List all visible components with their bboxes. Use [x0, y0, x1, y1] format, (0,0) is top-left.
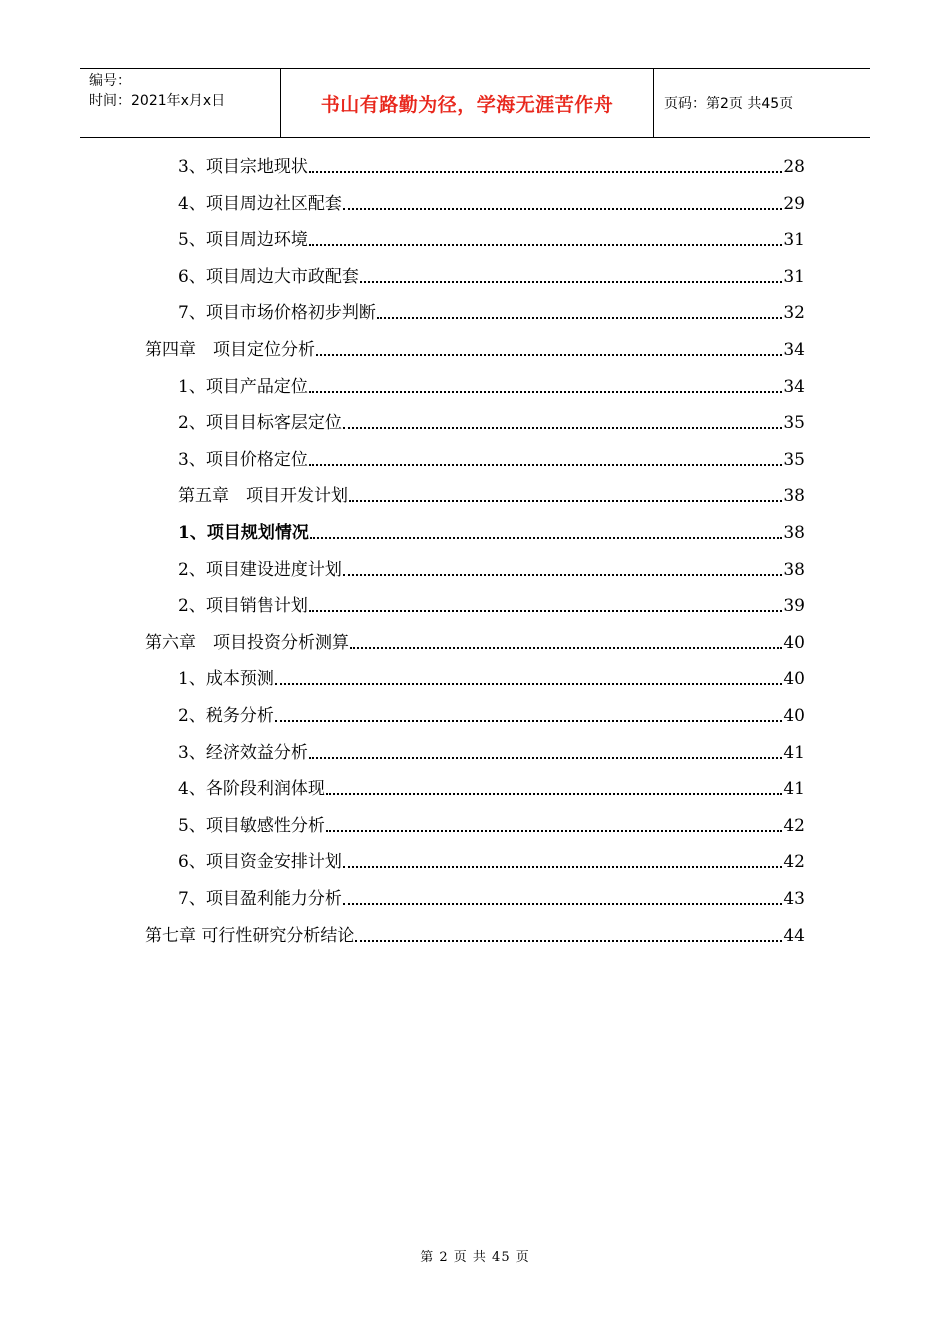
toc-entry[interactable] [145, 922, 805, 950]
toc-entry-page-number: 40 [783, 632, 805, 653]
toc-dot-leader [343, 208, 783, 210]
toc-entry-label: 3、经济效益分析 [178, 742, 308, 763]
toc-entry[interactable] [178, 812, 805, 840]
toc-entry-page-number: 32 [783, 303, 805, 324]
toc-entry-label: 第五章 项目开发计划 [178, 486, 348, 507]
toc-dot-leader [350, 647, 782, 649]
toc-dot-leader [326, 830, 783, 832]
toc-entry-page-number: 28 [783, 157, 805, 177]
toc-entry-page-number: 38 [783, 559, 805, 580]
toc-entry-page-number: 43 [783, 889, 805, 909]
toc-entry-label: 第七章 可行性研究分析结论 [145, 925, 355, 946]
toc-entry-label: 3、项目价格定位 [178, 449, 308, 470]
toc-dot-leader [309, 391, 783, 393]
toc-dot-leader [275, 683, 783, 685]
document-number-label: 编号： [89, 73, 131, 89]
toc-dot-leader [377, 317, 783, 319]
toc-entry-page-number: 40 [783, 669, 805, 690]
toc-dot-leader [355, 940, 782, 942]
toc-dot-leader [349, 500, 782, 502]
toc-entry-label: 7、项目盈利能力分析 [178, 889, 342, 909]
toc-entry[interactable] [178, 519, 805, 547]
toc-entry[interactable] [145, 336, 805, 364]
header-motto: 书山有路勤为径，学海无涯苦作舟 [281, 69, 654, 137]
toc-entry-label: 1、项目规划情况 [178, 523, 309, 543]
toc-entry[interactable] [178, 153, 805, 181]
toc-dot-leader [343, 427, 783, 429]
toc-dot-leader [310, 537, 783, 539]
toc-entry-page-number: 42 [783, 852, 805, 873]
toc-entry-page-number: 35 [783, 413, 805, 434]
page-header [80, 68, 870, 138]
page-footer: 第 2 页 共 45 页 [420, 1250, 530, 1265]
toc-dot-leader [309, 757, 783, 759]
toc-entry-label: 2、项目建设进度计划 [178, 559, 342, 580]
toc-dot-leader [316, 354, 782, 356]
toc-entry-page-number: 41 [783, 742, 805, 763]
toc-entry-label: 第四章 项目定位分析 [145, 340, 315, 360]
toc-entry-label: 7、项目市场价格初步判断 [178, 303, 376, 324]
toc-entry-label: 1、成本预测 [178, 669, 274, 690]
toc-entry-label: 6、项目资金安排计划 [178, 852, 342, 873]
toc-entry-page-number: 35 [783, 449, 805, 470]
toc-entry[interactable] [178, 446, 805, 474]
toc-entry[interactable] [178, 409, 805, 437]
toc-entry-page-number: 41 [783, 779, 805, 800]
toc-entry[interactable] [178, 226, 805, 254]
toc-entry[interactable] [178, 263, 805, 291]
toc-entry[interactable] [178, 739, 805, 767]
toc-entry-label: 2、项目销售计划 [178, 596, 308, 617]
toc-entry-page-number: 42 [783, 815, 805, 836]
toc-entry-page-number: 39 [783, 596, 805, 617]
toc-entry[interactable] [178, 299, 805, 327]
toc-entry[interactable] [178, 702, 805, 730]
toc-dot-leader [360, 281, 783, 283]
toc-entry[interactable] [178, 373, 805, 401]
toc-entry-page-number: 38 [783, 523, 805, 543]
toc-entry-label: 3、项目宗地现状 [178, 157, 308, 177]
toc-entry[interactable] [178, 482, 805, 510]
toc-dot-leader [343, 574, 783, 576]
toc-entry-label: 6、项目周边大市政配套 [178, 266, 359, 287]
toc-entry-page-number: 44 [783, 925, 805, 946]
toc-dot-leader [309, 464, 783, 466]
toc-dot-leader [343, 903, 783, 905]
document-time-label: 时间：2021年x月x日 [89, 93, 226, 109]
header-page-info: 页码：第2页 共45页 [664, 96, 794, 112]
toc-entry-label: 4、各阶段利润体现 [178, 779, 325, 800]
toc-dot-leader [326, 793, 783, 795]
toc-dot-leader [309, 244, 783, 246]
toc-dot-leader [275, 720, 783, 722]
toc-entry-page-number: 34 [783, 376, 805, 397]
toc-dot-leader [343, 866, 783, 868]
header-meta [80, 69, 281, 137]
toc-entry[interactable] [178, 885, 805, 913]
toc-entry-label: 2、项目目标客层定位 [178, 413, 342, 434]
toc-entry[interactable] [178, 190, 805, 218]
toc-entry[interactable] [178, 665, 805, 693]
toc-entry-label: 5、项目敏感性分析 [178, 815, 325, 836]
toc-dot-leader [309, 171, 783, 173]
toc-entry-label: 4、项目周边社区配套 [178, 193, 342, 214]
toc-entry[interactable] [145, 629, 805, 657]
toc-entry-label: 1、项目产品定位 [178, 376, 308, 397]
toc-entry-page-number: 40 [783, 706, 805, 726]
toc-entry-page-number: 31 [783, 266, 805, 287]
toc-entry-label: 第六章 项目投资分析测算 [145, 632, 349, 653]
toc-entry[interactable] [178, 848, 805, 876]
toc-entry[interactable] [178, 556, 805, 584]
toc-entry[interactable] [178, 592, 805, 620]
toc-entry-page-number: 31 [783, 230, 805, 251]
toc-dot-leader [309, 610, 783, 612]
toc-entry[interactable] [178, 775, 805, 803]
toc-entry-page-number: 29 [783, 193, 805, 214]
toc-entry-label: 5、项目周边环境 [178, 230, 308, 251]
toc-entry-page-number: 34 [783, 340, 805, 360]
toc-entry-page-number: 38 [783, 486, 805, 507]
toc-entry-label: 2、税务分析 [178, 706, 274, 726]
